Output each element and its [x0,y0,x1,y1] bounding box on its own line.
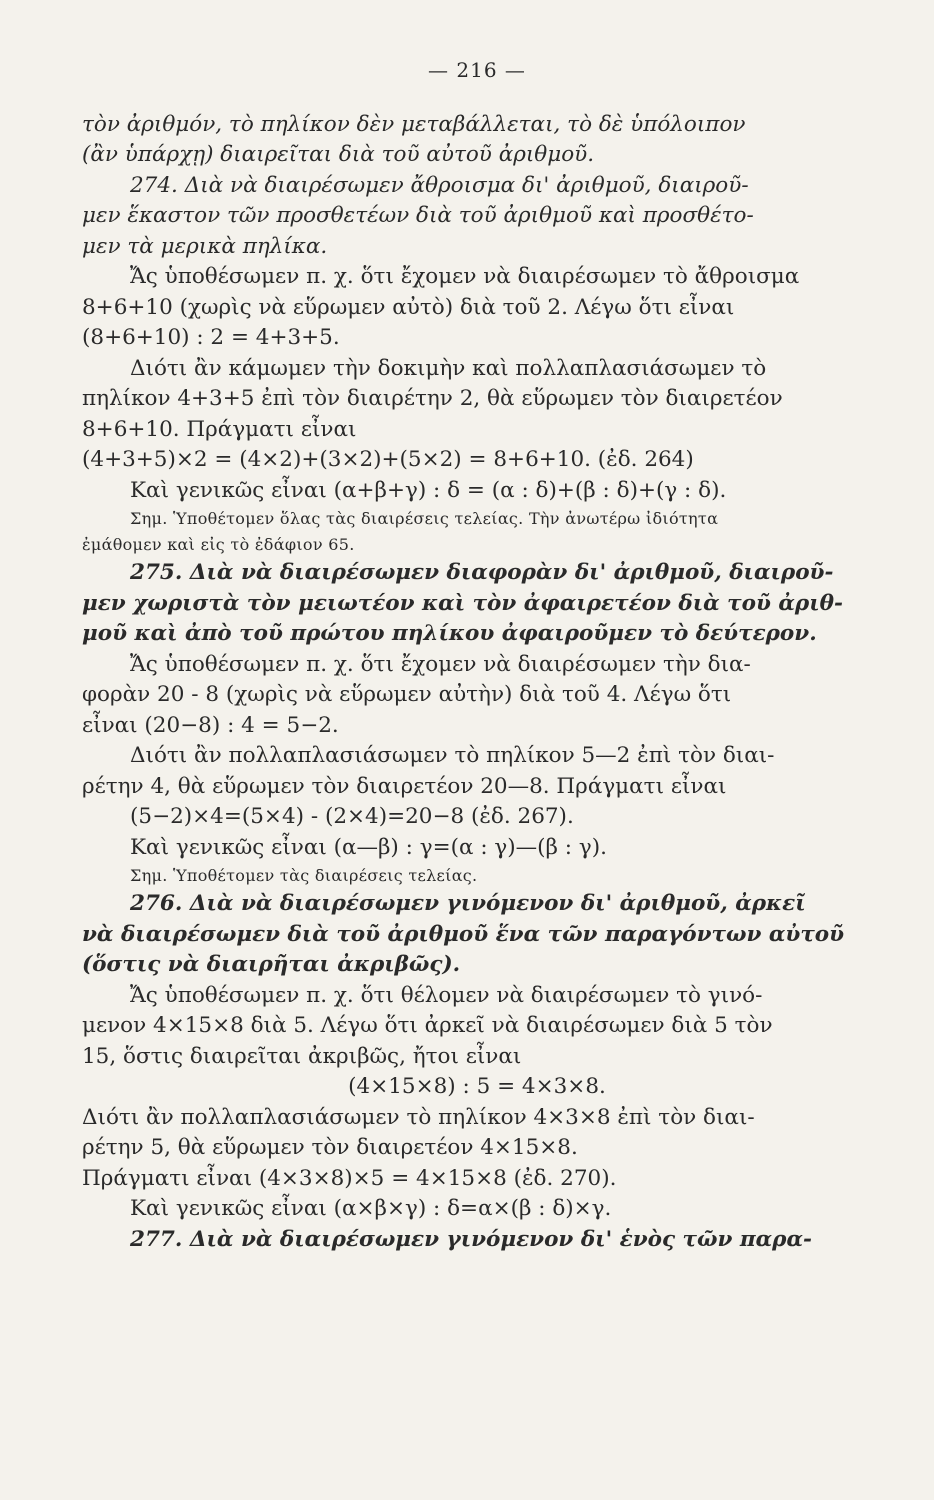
theorem-line: νὰ διαιρέσωμεν διὰ τοῦ ἀριθμοῦ ἕνα τῶν παραγόντων αὐτοῦ [82,921,845,947]
theorem-line: 275. Διὰ νὰ διαιρέσωμεν διαφορὰν δι' ἀριθμοῦ, διαιροῦ- [130,560,834,585]
note-line: ἐμάθομεν καὶ εἰς τὸ ἐδάφιον 65. [82,535,355,554]
note-line: Σημ. Ὑποθέτομεν τὰς διαιρέσεις τελείας. [130,866,478,885]
text-line: (5−2)×4=(5×4) - (2×4)=20−8 (ἐδ. 267). [130,804,574,829]
text-line: (ἂν ὑπάρχῃ) διαιρεῖται διὰ τοῦ αὐτοῦ ἀριθμοῦ. [82,142,595,167]
text-line: μενον 4×15×8 διὰ 5. Λέγω ὅτι ἀρκεῖ νὰ διαιρέσωμεν διὰ 5 τὸν [82,1013,773,1038]
text-line: 274. Διὰ νὰ διαιρέσωμεν ἄθροισμα δι' ἀριθμοῦ, διαιροῦ- [130,172,749,198]
text-line: ρέτην 5, θὰ εὕρωμεν τὸν διαιρετέον 4×15×8. [82,1135,578,1160]
text-line: 8+6+10. Πράγματι εἶναι [82,416,357,442]
text-line: Ἄς ὑποθέσωμεν π. χ. ὅτι ἔχομεν νὰ διαιρέσωμεν τὸ ἄθροισμα [130,264,800,289]
text-line: Καὶ γενικῶς εἶναι (α×β×γ) : δ=α×(β : δ)×γ. [130,1196,612,1221]
theorem-line: μοῦ καὶ ἀπὸ τοῦ πρώτου πηλίκου ἀφαιροῦμεν τὸ δεύτερον. [82,621,817,646]
text-line: (4+3+5)×2 = (4×2)+(3×2)+(5×2) = 8+6+10. (ἐδ. 264) [82,447,694,472]
text-line: Πράγματι εἶναι (4×3×8)×5 = 4×15×8 (ἐδ. 270). [82,1165,617,1191]
text-line: Ἄς ὑποθέσωμεν π. χ. ὅτι ἔχομεν νὰ διαιρέσωμεν τὴν δια- [130,651,751,677]
text-line: Καὶ γενικῶς εἶναι (α+β+γ) : δ = (α : δ)+(β : δ)+(γ : δ). [130,477,727,503]
text-line: Ἄς ὑποθέσωμεν π. χ. ὅτι θέλομεν νὰ διαιρέσωμεν τὸ γινό- [130,982,763,1008]
text-line: τὸν ἀριθμόν, τὸ πηλίκον δὲν μεταβάλλεται, τὸ δὲ ὑπόλοιπον [82,111,746,137]
theorem-line: (ὅστις νὰ διαιρῆται ἀκριβῶς). [82,952,461,977]
text-line: 8+6+10 (χωρὶς νὰ εὕρωμεν αὐτὸ) διὰ τοῦ 2. Λέγω ὅτι εἶναι [82,294,735,320]
text-body [82,110,872,1256]
document-page [82,55,872,1255]
text-line: μεν ἕκαστον τῶν προσθετέων διὰ τοῦ ἀριθμοῦ καὶ προσθέτο- [82,203,754,228]
text-line: Διότι ἂν πολλαπλασιάσωμεν τὸ πηλίκον 4×3×8 ἐπὶ τὸν διαι- [82,1104,755,1130]
text-line: Διότι ἂν κάμωμεν τὴν δοκιμὴν καὶ πολλαπλασιάσωμεν τὸ [130,355,767,381]
theorem-line: μεν χωριστὰ τὸν μειωτέον καὶ τὸν ἀφαιρετέον διὰ τοῦ ἀριθ- [82,590,843,616]
page-number: — 216 — [428,58,526,82]
text-line: εἶναι (20−8) : 4 = 5−2. [82,712,339,738]
theorem-line: 277. Διὰ νὰ διαιρέσωμεν γινόμενον δι' ἑνὸς τῶν παρα- [130,1226,812,1252]
text-line: ρέτην 4, θὰ εὕρωμεν τὸν διαιρετέον 20—8. Πράγματι εἶναι [82,773,727,799]
text-line: Διότι ἂν πολλαπλασιάσωμεν τὸ πηλίκον 5—2 ἐπὶ τὸν διαι- [130,743,775,768]
text-line: (8+6+10) : 2 = 4+3+5. [82,325,340,350]
text-line: φορὰν 20 - 8 (χωρὶς νὰ εὕρωμεν αὐτὴν) διὰ τοῦ 4. Λέγω ὅτι [82,682,732,707]
theorem-line: 276. Διὰ νὰ διαιρέσωμεν γινόμενον δι' ἀριθμοῦ, ἀρκεῖ [130,891,806,916]
text-line: μεν τὰ μερικὰ πηλίκα. [82,233,328,259]
text-line: (4×15×8) : 5 = 4×3×8. [348,1074,606,1099]
text-line: πηλίκον 4+3+5 ἐπὶ τὸν διαιρέτην 2, θὰ εὕρωμεν τὸν διαιρετέον [82,386,783,411]
note-line: Σημ. Ὑποθέτομεν ὅλας τὰς διαιρέσεις τελείας. Τὴν ἀνωτέρω ἰδιότητα [130,509,719,528]
text-line: 15, ὅστις διαιρεῖται ἀκριβῶς, ἤτοι εἶναι [82,1043,522,1069]
text-line: Καὶ γενικῶς εἶναι (α—β) : γ=(α : γ)—(β : γ). [130,834,607,860]
